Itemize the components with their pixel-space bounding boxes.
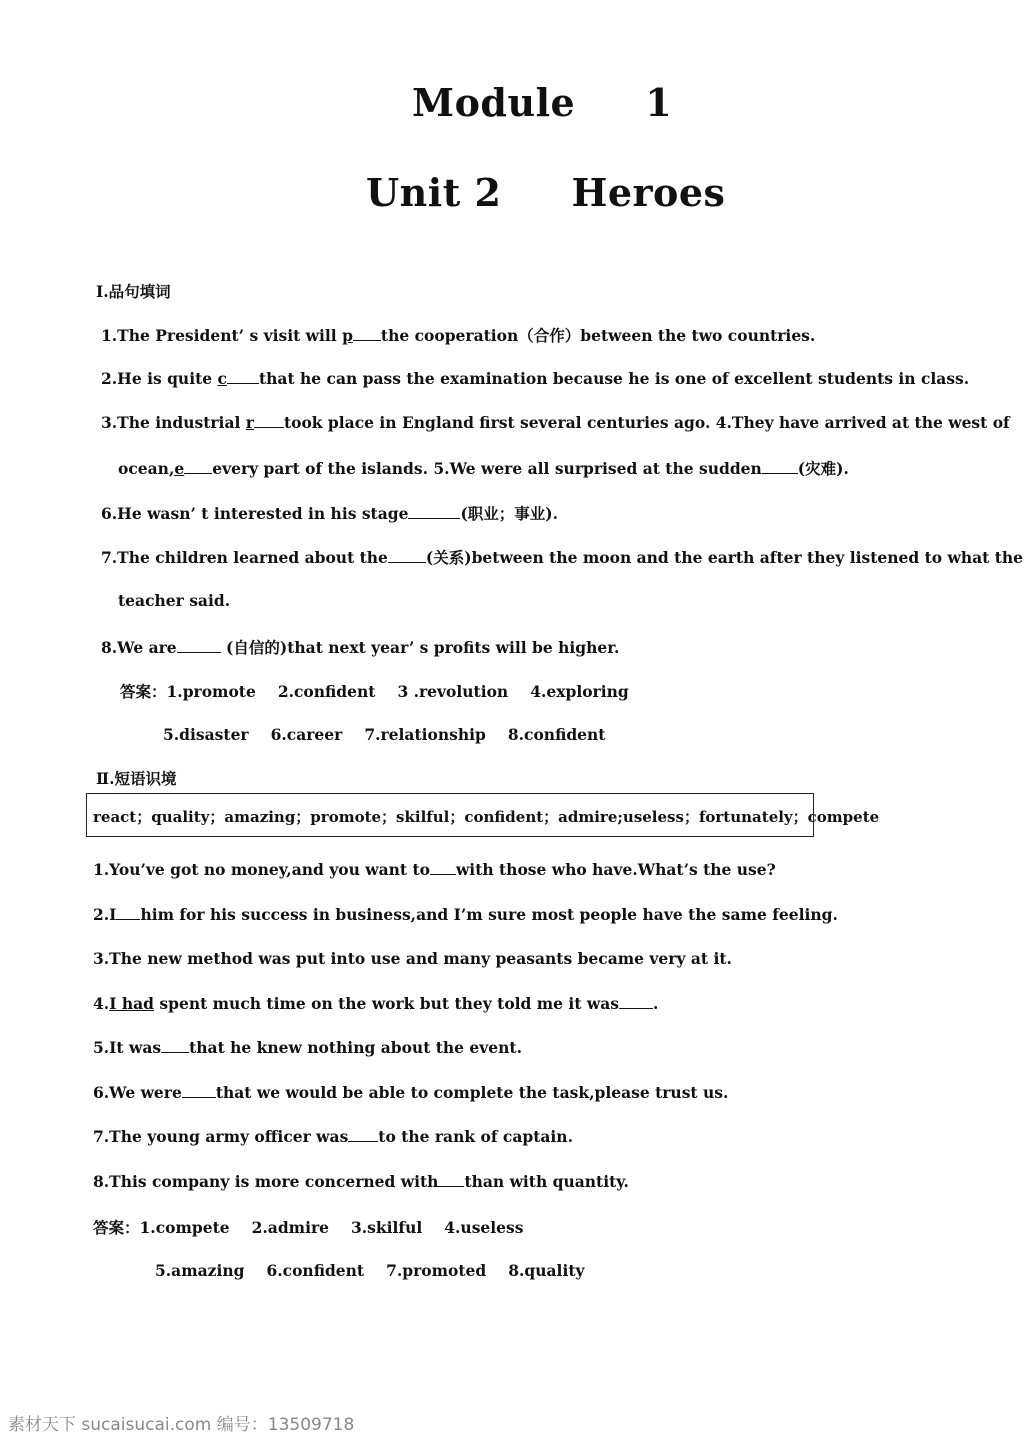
s2-question-2: 2.I him for his success in business,and I’m sure most people have the same feeling. (93, 905, 838, 924)
word-bank-box: react；quality；amazing；promote；skilful；confident；admire;useless；fortunately；compete (86, 793, 814, 837)
s2-answers-row1: 答案：1.compete 2.admire 3.skilful 4.useless (93, 1218, 524, 1237)
s1-question-7: 7.The children learned about the (关系)between the moon and the earth after they listened to what the (101, 548, 1024, 567)
s1-answers-row2: 5.disaster 6.career 7.relationship 8.confident (163, 725, 606, 744)
module-title: Module 1 (412, 80, 673, 125)
s1-question-8: 8.We are (自信的)that next year’ s profits will be higher. (101, 638, 620, 657)
s1-question-4-5: ocean,e every part of the islands. 5.We were all surprised at the sudden (灾难). (118, 459, 849, 478)
s1-question-2: 2.He is quite c that he can pass the examination because he is one of excellent students in class. (101, 369, 970, 388)
s2-question-1: 1.You’ve got no money,and you want to with those who have.What’s the use? (93, 860, 776, 879)
s2-question-7: 7.The young army officer was to the rank of captain. (93, 1127, 573, 1146)
unit-title: Unit 2 Heroes (366, 170, 726, 215)
s1-question-6: 6.He wasn’ t interested in his stage (职业；事业). (101, 504, 559, 523)
s2-question-3: 3.The new method was put into use and many peasants became very at it. (93, 949, 732, 968)
s2-answers-row2: 5.amazing 6.confident 7.promoted 8.quality (155, 1261, 585, 1280)
s2-question-5: 5.It was that he knew nothing about the event. (93, 1038, 522, 1057)
s2-question-6: 6.We were that we would be able to complete the task,please trust us. (93, 1083, 729, 1102)
s1-answers-row1: 答案：1.promote 2.confident 3 .revolution 4.exploring (120, 682, 629, 701)
s1-question-3: 3.The industrial r took place in England first several centuries ago. 4.They have arrived at the west of (101, 413, 1010, 432)
s1-question-1: 1.The President’ s visit will p the cooperation（合作）between the two countries. (101, 326, 816, 345)
section1-heading: Ⅰ.品句填词 (96, 282, 171, 301)
s1-question-7-cont: teacher said. (118, 591, 231, 610)
watermark-footer: 素材天下 sucaisucai.com 编号：13509718 (8, 1415, 355, 1435)
s2-question-8: 8.This company is more concerned with than with quantity. (93, 1172, 629, 1191)
s2-question-4: 4.I had spent much time on the work but they told me it was . (93, 994, 659, 1013)
section2-heading: Ⅱ.短语识境 (96, 769, 177, 788)
